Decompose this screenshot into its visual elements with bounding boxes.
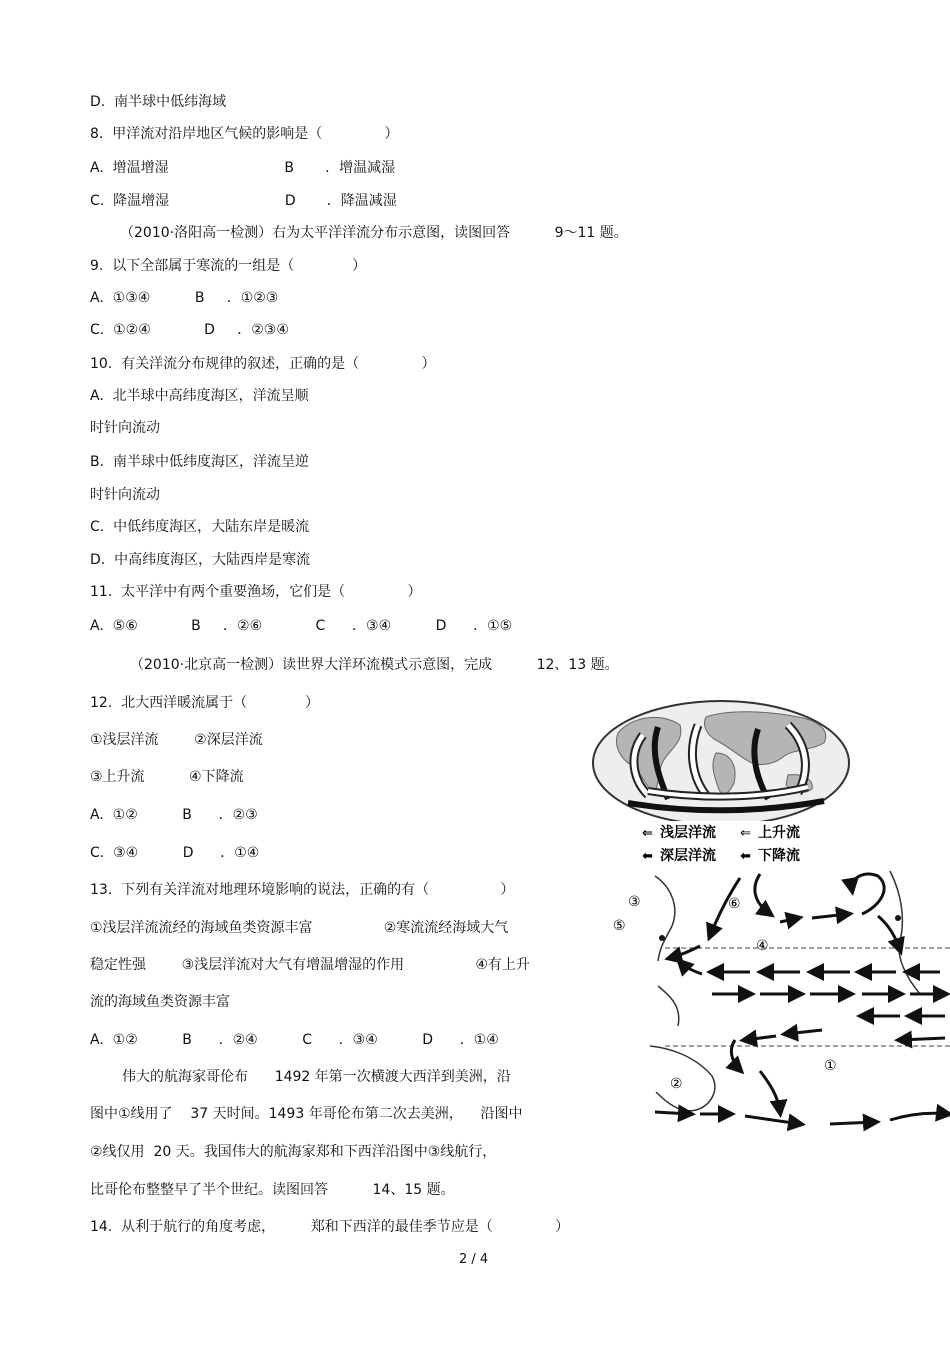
- question-12: 12. 北大西洋暖流属于（ ）: [90, 695, 320, 711]
- option-line: A. 增温增湿 B ．增温减湿: [90, 160, 396, 176]
- option-line: A. ⑤⑥ B ．②⑥ C ．③④ D ．①⑤: [90, 618, 513, 634]
- label-1: ①: [824, 1058, 837, 1074]
- option-line: C. ③④ D ．①④: [90, 845, 260, 861]
- label-2: ②: [670, 1076, 683, 1092]
- svg-text:⬅: ⬅: [642, 849, 653, 864]
- option-line: A. ①② B ．②③: [90, 807, 258, 823]
- label-4: ④: [756, 938, 769, 954]
- legend-deep: 深层洋流: [660, 848, 716, 864]
- legend-downwelling: 下降流: [758, 848, 800, 864]
- intro-line: 伟大的航海家哥伦布 1492 年第一次横渡大西洋到美洲，沿: [122, 1069, 511, 1085]
- text-line: ①浅层洋流流经的海域鱼类资源丰富 ②寒流流经海域大气: [90, 920, 509, 936]
- svg-text:⇐: ⇐: [740, 826, 751, 841]
- question-13: 13. 下列有关洋流对地理环境影响的说法，正确的有（ ）: [90, 882, 515, 898]
- svg-text:⇐: ⇐: [642, 826, 653, 841]
- legend-upwelling: 上升流: [758, 825, 800, 841]
- ocean-circulation-figure: [588, 695, 860, 867]
- text-line: 稳定性强 ③浅层洋流对大气有增温增湿的作用 ④有上升: [90, 957, 530, 973]
- option-line: A. 北半球中高纬度海区，洋流呈顺: [90, 388, 309, 404]
- option-line: A. ①③④ B ．①②③: [90, 290, 279, 306]
- intro-line: （2010·北京高一检测）读世界大洋环流模式示意图，完成 12、13 题。: [130, 657, 619, 673]
- pacific-currents-figure: [600, 866, 950, 1136]
- text-line: D. 南半球中低纬海域: [90, 94, 227, 110]
- text-line: 时针向流动: [90, 487, 160, 503]
- question-9: 9. 以下全部属于寒流的一组是（ ）: [90, 258, 367, 274]
- legend-shallow: 浅层洋流: [660, 825, 716, 841]
- text-line: 流的海域鱼类资源丰富: [90, 994, 230, 1010]
- option-line: C. 降温增湿 D ．降温减湿: [90, 193, 397, 209]
- option-line: A. ①② B ．②④ C ．③④ D ．①④: [90, 1032, 499, 1048]
- label-6: ⑥: [728, 896, 741, 912]
- label-3: ③: [628, 894, 641, 910]
- question-14: 14. 从利于航行的角度考虑， 郑和下西洋的最佳季节应是（ ）: [90, 1219, 570, 1235]
- text-line: 比哥伦布整整早了半个世纪。读图回答 14、15 题。: [90, 1182, 455, 1198]
- text-line: ②线仅用 20 天。我国伟大的航海家郑和下西洋沿图中③线航行，: [90, 1144, 497, 1160]
- label-5: ⑤: [613, 918, 626, 934]
- option-line: C. 中低纬度海区，大陆东岸是暖流: [90, 519, 310, 535]
- svg-text:⬅: ⬅: [740, 849, 751, 864]
- option-line: D. 中高纬度海区，大陆西岸是寒流: [90, 552, 311, 568]
- page-number: 2 / 4: [459, 1252, 489, 1267]
- question-10: 10. 有关洋流分布规律的叙述，正确的是（ ）: [90, 356, 436, 372]
- option-line: B. 南半球中低纬度海区，洋流呈逆: [90, 454, 309, 470]
- text-line: 图中①线用了 37 天时间。1493 年哥伦布第二次去美洲， 沿图中: [90, 1106, 523, 1122]
- text-line: 时针向流动: [90, 420, 160, 436]
- option-line: ①浅层洋流 ②深层洋流: [90, 732, 263, 748]
- question-11: 11. 太平洋中有两个重要渔场，它们是（ ）: [90, 584, 422, 600]
- option-line: C. ①②④ D ．②③④: [90, 322, 289, 338]
- option-line: ③上升流 ④下降流: [90, 769, 244, 785]
- question-8: 8. 甲洋流对沿岸地区气候的影响是（ ）: [90, 126, 399, 142]
- intro-line: （2010·洛阳高一检测）右为太平洋洋流分布示意图，读图回答 9～11 题。: [120, 225, 628, 241]
